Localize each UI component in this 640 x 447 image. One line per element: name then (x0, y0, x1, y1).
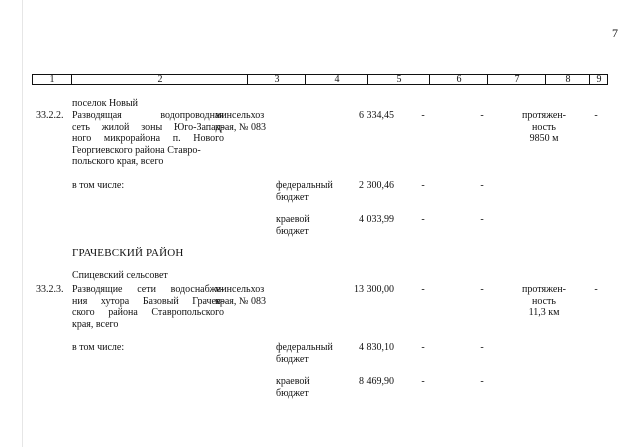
item-name-line: ского района Ставропольского (72, 307, 224, 318)
item-name-line: сеть жилой зоны Юго-Запад- (72, 121, 224, 133)
item-name-line: Разводящие сети водоснабже- (72, 284, 224, 295)
item-name-line: ния хутора Базовый Грачев- (72, 295, 224, 307)
col7-value: - (480, 376, 484, 387)
settlement-heading: Спицевский сельсовет (72, 270, 168, 281)
page-edge-line (22, 0, 23, 447)
col7-value: - (480, 214, 484, 225)
funding-amount: 4 033,99 (359, 214, 394, 225)
col7-value: - (480, 342, 484, 353)
region-heading: ГРАЧЕВСКИЙ РАЙОН (72, 247, 184, 259)
customer-line: минсельхоз (215, 110, 265, 121)
header-col-3: 3 (247, 75, 306, 84)
col6-value: - (421, 110, 425, 121)
funding-source-name (276, 376, 310, 399)
total-amount: 6 334,45 (359, 110, 394, 121)
funding-amount: 4 830,10 (359, 342, 394, 353)
settlement-heading: поселок Новый (72, 98, 138, 109)
customer-line: края, № 083 (215, 121, 266, 133)
header-col-8: 8 (545, 75, 590, 84)
col7-value: - (480, 110, 484, 121)
item-name-line: края, всего (72, 318, 119, 330)
including-label: в том числе: (72, 342, 125, 353)
funding-source-line: бюджет (276, 387, 309, 399)
capacity-line: 11,3 км (528, 307, 560, 318)
funding-amount: 8 469,90 (359, 376, 394, 387)
header-col-5: 5 (367, 75, 430, 84)
capacity-line: протяжен- (522, 284, 566, 295)
item-name (72, 110, 224, 168)
capacity-line: ность (532, 121, 556, 133)
header-col-6: 6 (429, 75, 488, 84)
item-name-line: Георгиевского района Ставро- (72, 144, 201, 156)
customer-line: края, № 083 (215, 295, 266, 307)
col6-value: - (421, 214, 425, 225)
header-col-7: 7 (487, 75, 546, 84)
header-col-2: 2 (71, 75, 248, 84)
funding-source-line: бюджет (276, 191, 309, 203)
col9-value: - (594, 284, 598, 295)
funding-source-name (276, 180, 333, 203)
col6-value: - (421, 342, 425, 353)
funding-source-line: федеральный (276, 180, 333, 191)
col9-value: - (594, 110, 598, 121)
header-col-4: 4 (305, 75, 368, 84)
item-name-line: польского края, всего (72, 156, 164, 167)
capacity (512, 110, 576, 145)
funding-source-line: федеральный (276, 342, 333, 353)
customer (215, 284, 266, 307)
item-name-line: ного микрорайона п. Нового (72, 133, 224, 144)
funding-source-line: бюджет (276, 225, 309, 237)
item-name (72, 284, 224, 330)
item-number: 33.2.2. (36, 110, 64, 121)
capacity-line: 9850 м (529, 133, 559, 144)
item-name-line: Разводящая водопроводная (72, 110, 224, 121)
table-header-row (32, 74, 608, 85)
capacity-line: протяжен- (522, 110, 566, 121)
funding-source-line: краевой (276, 376, 310, 387)
col6-value: - (421, 376, 425, 387)
item-number: 33.2.3. (36, 284, 64, 295)
funding-source-line: краевой (276, 214, 310, 225)
page-number: 7 (612, 26, 618, 40)
col7-value: - (480, 180, 484, 191)
funding-source-name (276, 214, 310, 237)
col7-value: - (480, 284, 484, 295)
col6-value: - (421, 180, 425, 191)
customer-line: минсельхоз (215, 284, 265, 295)
capacity-line: ность (532, 295, 556, 307)
funding-amount: 2 300,46 (359, 180, 394, 191)
capacity (512, 284, 576, 319)
col6-value: - (421, 284, 425, 295)
header-col-1: 1 (49, 74, 55, 85)
header-col-9: 9 (589, 75, 608, 84)
funding-source-line: бюджет (276, 353, 309, 365)
total-amount: 13 300,00 (354, 284, 394, 295)
including-label: в том числе: (72, 180, 125, 191)
funding-source-name (276, 342, 333, 365)
customer (215, 110, 266, 133)
